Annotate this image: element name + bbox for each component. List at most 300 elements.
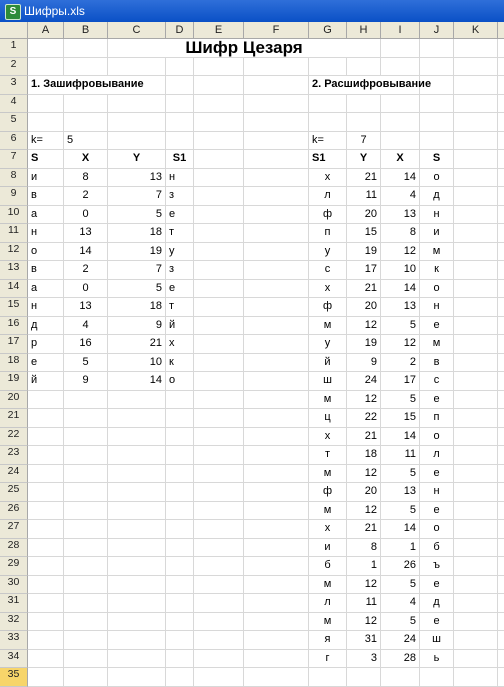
cell-k5[interactable] xyxy=(454,113,498,132)
cell-d20[interactable] xyxy=(166,391,194,410)
cell-b12[interactable]: 14 xyxy=(64,243,108,262)
cell-c31[interactable] xyxy=(108,594,166,613)
cell-e16[interactable] xyxy=(194,317,244,336)
cell-k2[interactable] xyxy=(454,58,498,77)
spreadsheet-grid[interactable] xyxy=(0,22,504,686)
cell-c2[interactable] xyxy=(108,58,166,77)
cell-d5[interactable] xyxy=(166,113,194,132)
cell-a23[interactable] xyxy=(28,446,64,465)
cell-g4[interactable] xyxy=(309,95,347,114)
row-header-12[interactable]: 12 xyxy=(0,243,28,262)
row-header-16[interactable]: 16 xyxy=(0,317,28,336)
cell-f13[interactable] xyxy=(244,261,309,280)
column-header-k[interactable]: K xyxy=(454,22,498,39)
column-header-f[interactable]: F xyxy=(244,22,309,39)
cell-c21[interactable] xyxy=(108,409,166,428)
cell-j20[interactable]: е xyxy=(420,391,454,410)
column-header-c[interactable]: C xyxy=(108,22,166,39)
cell-i23[interactable]: 11 xyxy=(381,446,420,465)
cell-h13[interactable]: 17 xyxy=(347,261,381,280)
cell-j8[interactable]: о xyxy=(420,169,454,188)
cell-b25[interactable] xyxy=(64,483,108,502)
cell-e13[interactable] xyxy=(194,261,244,280)
cell-h9[interactable]: 11 xyxy=(347,187,381,206)
cell-e7[interactable] xyxy=(194,150,244,169)
cell-b7[interactable]: X xyxy=(64,150,108,169)
cell-d4[interactable] xyxy=(166,95,194,114)
cell-g30[interactable]: м xyxy=(309,576,347,595)
cell-c1[interactable]: Шифр Цезаря xyxy=(108,39,381,58)
cell-a16[interactable]: д xyxy=(28,317,64,336)
cell-j15[interactable]: н xyxy=(420,298,454,317)
cell-j12[interactable]: м xyxy=(420,243,454,262)
cell-i4[interactable] xyxy=(381,95,420,114)
row-header-19[interactable]: 19 xyxy=(0,372,28,391)
cell-i22[interactable]: 14 xyxy=(381,428,420,447)
cell-h15[interactable]: 20 xyxy=(347,298,381,317)
cell-b26[interactable] xyxy=(64,502,108,521)
cell-c15[interactable]: 18 xyxy=(108,298,166,317)
cell-e22[interactable] xyxy=(194,428,244,447)
cell-g19[interactable]: ш xyxy=(309,372,347,391)
cell-d30[interactable] xyxy=(166,576,194,595)
cell-i32[interactable]: 5 xyxy=(381,613,420,632)
cell-f8[interactable] xyxy=(244,169,309,188)
cell-c18[interactable]: 10 xyxy=(108,354,166,373)
cell-d14[interactable]: е xyxy=(166,280,194,299)
cell-f22[interactable] xyxy=(244,428,309,447)
cell-f24[interactable] xyxy=(244,465,309,484)
cell-b20[interactable] xyxy=(64,391,108,410)
cell-j30[interactable]: е xyxy=(420,576,454,595)
cell-i28[interactable]: 1 xyxy=(381,539,420,558)
cell-j10[interactable]: н xyxy=(420,206,454,225)
cell-e32[interactable] xyxy=(194,613,244,632)
cell-f17[interactable] xyxy=(244,335,309,354)
cell-k10[interactable] xyxy=(454,206,498,225)
cell-k3[interactable] xyxy=(454,76,498,95)
cell-i26[interactable]: 5 xyxy=(381,502,420,521)
cell-f6[interactable] xyxy=(244,132,309,151)
cell-h20[interactable]: 12 xyxy=(347,391,381,410)
cell-g14[interactable]: х xyxy=(309,280,347,299)
cell-d8[interactable]: н xyxy=(166,169,194,188)
column-header-a[interactable]: A xyxy=(28,22,64,39)
column-header-g[interactable]: G xyxy=(309,22,347,39)
cell-f21[interactable] xyxy=(244,409,309,428)
cell-f32[interactable] xyxy=(244,613,309,632)
cell-b23[interactable] xyxy=(64,446,108,465)
cell-e35[interactable] xyxy=(194,668,244,687)
cell-j32[interactable]: е xyxy=(420,613,454,632)
cell-b6[interactable]: 5 xyxy=(64,132,108,151)
cell-j33[interactable]: ш xyxy=(420,631,454,650)
cell-d7[interactable]: S1 xyxy=(166,150,194,169)
cell-a10[interactable]: а xyxy=(28,206,64,225)
cell-d28[interactable] xyxy=(166,539,194,558)
cell-d15[interactable]: т xyxy=(166,298,194,317)
cell-f31[interactable] xyxy=(244,594,309,613)
cell-j3[interactable] xyxy=(420,76,454,95)
cell-f29[interactable] xyxy=(244,557,309,576)
cell-g12[interactable]: у xyxy=(309,243,347,262)
cell-d6[interactable] xyxy=(166,132,194,151)
cell-a27[interactable] xyxy=(28,520,64,539)
row-header-29[interactable]: 29 xyxy=(0,557,28,576)
cell-c32[interactable] xyxy=(108,613,166,632)
cell-i31[interactable]: 4 xyxy=(381,594,420,613)
cell-e34[interactable] xyxy=(194,650,244,669)
cell-b29[interactable] xyxy=(64,557,108,576)
cell-b17[interactable]: 16 xyxy=(64,335,108,354)
cell-e21[interactable] xyxy=(194,409,244,428)
excel-icon[interactable]: S xyxy=(5,4,21,20)
cell-k20[interactable] xyxy=(454,391,498,410)
cell-j22[interactable]: о xyxy=(420,428,454,447)
cell-c13[interactable]: 7 xyxy=(108,261,166,280)
row-header-27[interactable]: 27 xyxy=(0,520,28,539)
cell-k13[interactable] xyxy=(454,261,498,280)
column-header-b[interactable]: B xyxy=(64,22,108,39)
cell-k4[interactable] xyxy=(454,95,498,114)
cell-i2[interactable] xyxy=(381,58,420,77)
cell-k8[interactable] xyxy=(454,169,498,188)
cell-h23[interactable]: 18 xyxy=(347,446,381,465)
cell-c22[interactable] xyxy=(108,428,166,447)
row-header-32[interactable]: 32 xyxy=(0,613,28,632)
cell-e6[interactable] xyxy=(194,132,244,151)
cell-a18[interactable]: е xyxy=(28,354,64,373)
row-header-11[interactable]: 11 xyxy=(0,224,28,243)
cell-c14[interactable]: 5 xyxy=(108,280,166,299)
cell-b5[interactable] xyxy=(64,113,108,132)
cell-a31[interactable] xyxy=(28,594,64,613)
cell-f34[interactable] xyxy=(244,650,309,669)
cell-j14[interactable]: о xyxy=(420,280,454,299)
row-header-9[interactable]: 9 xyxy=(0,187,28,206)
cell-f20[interactable] xyxy=(244,391,309,410)
cell-h10[interactable]: 20 xyxy=(347,206,381,225)
cell-k26[interactable] xyxy=(454,502,498,521)
cell-k29[interactable] xyxy=(454,557,498,576)
cell-i12[interactable]: 12 xyxy=(381,243,420,262)
cell-h12[interactable]: 19 xyxy=(347,243,381,262)
cell-c5[interactable] xyxy=(108,113,166,132)
cell-k15[interactable] xyxy=(454,298,498,317)
cell-i19[interactable]: 17 xyxy=(381,372,420,391)
cell-k19[interactable] xyxy=(454,372,498,391)
cell-h29[interactable]: 1 xyxy=(347,557,381,576)
row-header-15[interactable]: 15 xyxy=(0,298,28,317)
cell-d31[interactable] xyxy=(166,594,194,613)
cell-i18[interactable]: 2 xyxy=(381,354,420,373)
row-header-1[interactable]: 1 xyxy=(0,39,28,58)
cell-b19[interactable]: 9 xyxy=(64,372,108,391)
cell-g34[interactable]: г xyxy=(309,650,347,669)
cell-a25[interactable] xyxy=(28,483,64,502)
row-header-30[interactable]: 30 xyxy=(0,576,28,595)
row-header-8[interactable]: 8 xyxy=(0,169,28,188)
cell-f14[interactable] xyxy=(244,280,309,299)
cell-g26[interactable]: м xyxy=(309,502,347,521)
cell-a13[interactable]: в xyxy=(28,261,64,280)
cell-j27[interactable]: о xyxy=(420,520,454,539)
cell-i30[interactable]: 5 xyxy=(381,576,420,595)
cell-h26[interactable]: 12 xyxy=(347,502,381,521)
row-header-23[interactable]: 23 xyxy=(0,446,28,465)
cell-a17[interactable]: р xyxy=(28,335,64,354)
cell-a7[interactable]: S xyxy=(28,150,64,169)
cell-g17[interactable]: у xyxy=(309,335,347,354)
cell-f12[interactable] xyxy=(244,243,309,262)
cell-a1[interactable] xyxy=(28,39,64,58)
cell-a11[interactable]: н xyxy=(28,224,64,243)
cell-e9[interactable] xyxy=(194,187,244,206)
cell-d21[interactable] xyxy=(166,409,194,428)
cell-b1[interactable] xyxy=(64,39,108,58)
cell-c29[interactable] xyxy=(108,557,166,576)
cell-a5[interactable] xyxy=(28,113,64,132)
cell-j17[interactable]: м xyxy=(420,335,454,354)
cell-j13[interactable]: к xyxy=(420,261,454,280)
cell-e26[interactable] xyxy=(194,502,244,521)
cell-d35[interactable] xyxy=(166,668,194,687)
cell-i24[interactable]: 5 xyxy=(381,465,420,484)
cell-j9[interactable]: д xyxy=(420,187,454,206)
cell-c4[interactable] xyxy=(108,95,166,114)
cell-d2[interactable] xyxy=(166,58,194,77)
cell-d29[interactable] xyxy=(166,557,194,576)
cell-c7[interactable]: Y xyxy=(108,150,166,169)
cell-b8[interactable]: 8 xyxy=(64,169,108,188)
cell-e15[interactable] xyxy=(194,298,244,317)
cell-c19[interactable]: 14 xyxy=(108,372,166,391)
cell-e8[interactable] xyxy=(194,169,244,188)
cell-a33[interactable] xyxy=(28,631,64,650)
cell-d9[interactable]: з xyxy=(166,187,194,206)
cell-d16[interactable]: й xyxy=(166,317,194,336)
cell-b4[interactable] xyxy=(64,95,108,114)
row-header-21[interactable]: 21 xyxy=(0,409,28,428)
cell-j23[interactable]: л xyxy=(420,446,454,465)
cell-i10[interactable]: 13 xyxy=(381,206,420,225)
cell-h22[interactable]: 21 xyxy=(347,428,381,447)
cell-k31[interactable] xyxy=(454,594,498,613)
cell-k16[interactable] xyxy=(454,317,498,336)
cell-h4[interactable] xyxy=(347,95,381,114)
row-header-22[interactable]: 22 xyxy=(0,428,28,447)
cell-e33[interactable] xyxy=(194,631,244,650)
cell-h16[interactable]: 12 xyxy=(347,317,381,336)
cell-b34[interactable] xyxy=(64,650,108,669)
cell-e10[interactable] xyxy=(194,206,244,225)
cell-i7[interactable]: X xyxy=(381,150,420,169)
cell-j6[interactable] xyxy=(420,132,454,151)
cell-a9[interactable]: в xyxy=(28,187,64,206)
cell-k32[interactable] xyxy=(454,613,498,632)
cell-f3[interactable] xyxy=(244,76,309,95)
cell-a26[interactable] xyxy=(28,502,64,521)
cell-d3[interactable] xyxy=(166,76,194,95)
cell-k24[interactable] xyxy=(454,465,498,484)
cell-d24[interactable] xyxy=(166,465,194,484)
cell-c9[interactable]: 7 xyxy=(108,187,166,206)
cell-g24[interactable]: м xyxy=(309,465,347,484)
column-header-d[interactable]: D xyxy=(166,22,194,39)
cell-e11[interactable] xyxy=(194,224,244,243)
row-header-35[interactable]: 35 xyxy=(0,668,28,687)
cell-h17[interactable]: 19 xyxy=(347,335,381,354)
row-header-17[interactable]: 17 xyxy=(0,335,28,354)
cell-g16[interactable]: м xyxy=(309,317,347,336)
column-header-e[interactable]: E xyxy=(194,22,244,39)
cell-k18[interactable] xyxy=(454,354,498,373)
cell-f10[interactable] xyxy=(244,206,309,225)
cell-i29[interactable]: 26 xyxy=(381,557,420,576)
cell-i33[interactable]: 24 xyxy=(381,631,420,650)
cell-e4[interactable] xyxy=(194,95,244,114)
cell-e23[interactable] xyxy=(194,446,244,465)
cell-h8[interactable]: 21 xyxy=(347,169,381,188)
cell-j19[interactable]: с xyxy=(420,372,454,391)
cell-b30[interactable] xyxy=(64,576,108,595)
cell-g10[interactable]: ф xyxy=(309,206,347,225)
cell-a21[interactable] xyxy=(28,409,64,428)
cell-g27[interactable]: х xyxy=(309,520,347,539)
cell-c17[interactable]: 21 xyxy=(108,335,166,354)
cell-i9[interactable]: 4 xyxy=(381,187,420,206)
cell-j18[interactable]: в xyxy=(420,354,454,373)
cell-d12[interactable]: у xyxy=(166,243,194,262)
cell-e17[interactable] xyxy=(194,335,244,354)
cell-c34[interactable] xyxy=(108,650,166,669)
cell-d26[interactable] xyxy=(166,502,194,521)
cell-k22[interactable] xyxy=(454,428,498,447)
cell-j24[interactable]: е xyxy=(420,465,454,484)
cell-g35[interactable] xyxy=(309,668,347,687)
cell-e19[interactable] xyxy=(194,372,244,391)
cell-d17[interactable]: х xyxy=(166,335,194,354)
cell-e5[interactable] xyxy=(194,113,244,132)
cell-a29[interactable] xyxy=(28,557,64,576)
cell-g21[interactable]: ц xyxy=(309,409,347,428)
cell-i13[interactable]: 10 xyxy=(381,261,420,280)
cell-h14[interactable]: 21 xyxy=(347,280,381,299)
cell-a19[interactable]: й xyxy=(28,372,64,391)
cell-c23[interactable] xyxy=(108,446,166,465)
cell-b24[interactable] xyxy=(64,465,108,484)
cell-j35[interactable] xyxy=(420,668,454,687)
cell-d27[interactable] xyxy=(166,520,194,539)
cell-d22[interactable] xyxy=(166,428,194,447)
row-header-20[interactable]: 20 xyxy=(0,391,28,410)
cell-g7[interactable]: S1 xyxy=(309,150,347,169)
cell-d19[interactable]: о xyxy=(166,372,194,391)
cell-i15[interactable]: 13 xyxy=(381,298,420,317)
cell-k11[interactable] xyxy=(454,224,498,243)
cell-g9[interactable]: л xyxy=(309,187,347,206)
cell-i20[interactable]: 5 xyxy=(381,391,420,410)
cell-i25[interactable]: 13 xyxy=(381,483,420,502)
cell-d13[interactable]: з xyxy=(166,261,194,280)
row-header-3[interactable]: 3 xyxy=(0,76,28,95)
cell-b33[interactable] xyxy=(64,631,108,650)
row-header-5[interactable]: 5 xyxy=(0,113,28,132)
cell-h2[interactable] xyxy=(347,58,381,77)
cell-g22[interactable]: х xyxy=(309,428,347,447)
row-header-7[interactable]: 7 xyxy=(0,150,28,169)
cell-h31[interactable]: 11 xyxy=(347,594,381,613)
cell-f7[interactable] xyxy=(244,150,309,169)
cell-f33[interactable] xyxy=(244,631,309,650)
cell-j26[interactable]: е xyxy=(420,502,454,521)
cell-c8[interactable]: 13 xyxy=(108,169,166,188)
cell-h33[interactable]: 31 xyxy=(347,631,381,650)
cell-k28[interactable] xyxy=(454,539,498,558)
cell-i14[interactable]: 14 xyxy=(381,280,420,299)
cell-j4[interactable] xyxy=(420,95,454,114)
cell-g13[interactable]: с xyxy=(309,261,347,280)
cell-h25[interactable]: 20 xyxy=(347,483,381,502)
cell-i34[interactable]: 28 xyxy=(381,650,420,669)
cell-a6[interactable]: k= xyxy=(28,132,64,151)
cell-h7[interactable]: Y xyxy=(347,150,381,169)
cell-b11[interactable]: 13 xyxy=(64,224,108,243)
cell-g23[interactable]: т xyxy=(309,446,347,465)
cell-a12[interactable]: о xyxy=(28,243,64,262)
cell-d10[interactable]: е xyxy=(166,206,194,225)
cell-f35[interactable] xyxy=(244,668,309,687)
cell-e20[interactable] xyxy=(194,391,244,410)
cell-j34[interactable]: ь xyxy=(420,650,454,669)
cell-d25[interactable] xyxy=(166,483,194,502)
cell-j29[interactable]: ъ xyxy=(420,557,454,576)
cell-i27[interactable]: 14 xyxy=(381,520,420,539)
cell-j1[interactable] xyxy=(420,39,454,58)
cell-g28[interactable]: и xyxy=(309,539,347,558)
cell-e29[interactable] xyxy=(194,557,244,576)
cell-i6[interactable] xyxy=(381,132,420,151)
column-header-j[interactable]: J xyxy=(420,22,454,39)
cell-i21[interactable]: 15 xyxy=(381,409,420,428)
cell-f27[interactable] xyxy=(244,520,309,539)
cell-c16[interactable]: 9 xyxy=(108,317,166,336)
cell-g33[interactable]: я xyxy=(309,631,347,650)
cell-a14[interactable]: а xyxy=(28,280,64,299)
cell-b15[interactable]: 13 xyxy=(64,298,108,317)
cell-k35[interactable] xyxy=(454,668,498,687)
cell-k1[interactable] xyxy=(454,39,498,58)
cell-c33[interactable] xyxy=(108,631,166,650)
cell-b10[interactable]: 0 xyxy=(64,206,108,225)
cell-a30[interactable] xyxy=(28,576,64,595)
cell-c27[interactable] xyxy=(108,520,166,539)
row-header-26[interactable]: 26 xyxy=(0,502,28,521)
cell-c28[interactable] xyxy=(108,539,166,558)
cell-g3[interactable]: 2. Расшифровывание xyxy=(309,76,420,95)
cell-f23[interactable] xyxy=(244,446,309,465)
cell-f15[interactable] xyxy=(244,298,309,317)
cell-h28[interactable]: 8 xyxy=(347,539,381,558)
cell-j16[interactable]: е xyxy=(420,317,454,336)
cell-g20[interactable]: м xyxy=(309,391,347,410)
cell-e24[interactable] xyxy=(194,465,244,484)
cell-e28[interactable] xyxy=(194,539,244,558)
cell-a24[interactable] xyxy=(28,465,64,484)
cell-k21[interactable] xyxy=(454,409,498,428)
cell-h6[interactable]: 7 xyxy=(347,132,381,151)
cell-f30[interactable] xyxy=(244,576,309,595)
